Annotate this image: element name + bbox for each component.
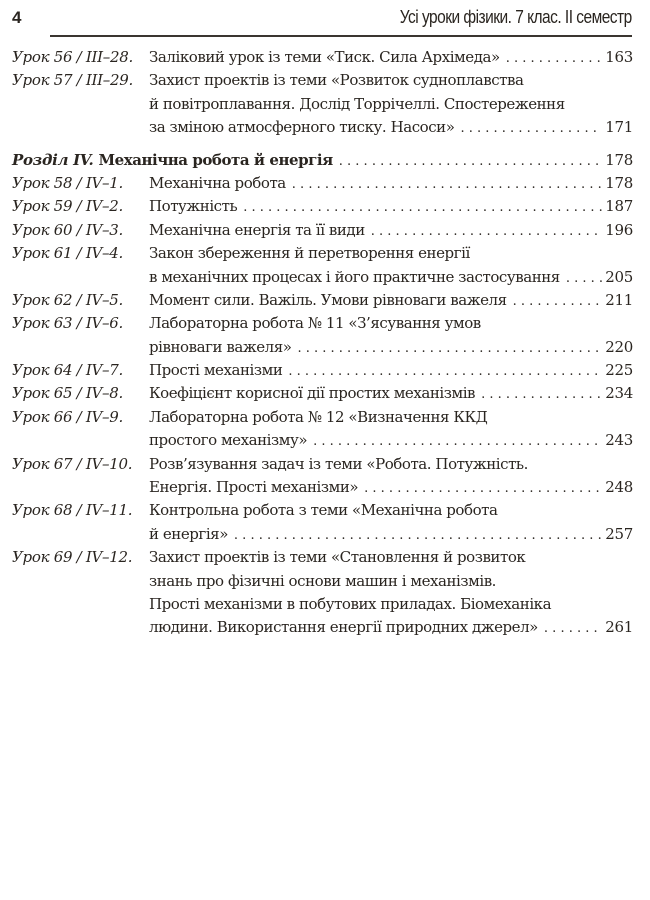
dot-leader — [506, 47, 603, 70]
toc-entry-lesson-56[interactable] — [12, 46, 633, 69]
lesson-label: Урок 69 / IV–12. — [12, 548, 133, 567]
lesson-title: Коефіцієнт корисної дії простих механізмів — [149, 384, 476, 403]
toc-entry-lesson-58[interactable] — [12, 172, 633, 195]
page-ref: 178 — [605, 150, 633, 169]
page-ref: 163 — [605, 48, 633, 66]
page-ref: 248 — [605, 478, 633, 497]
table-of-contents — [12, 46, 633, 640]
lesson-title-cont: й повітроплавання. Дослід Торрічеллі. Спостереження — [149, 94, 565, 113]
header-rule — [50, 35, 632, 37]
toc-entry-lesson-68[interactable] — [12, 499, 633, 546]
lesson-title-cont: Енергія. Прості механізми» — [149, 478, 359, 497]
lesson-label: Урок 66 / IV–9. — [12, 407, 123, 426]
dot-leader — [297, 337, 602, 360]
dot-leader — [371, 220, 603, 243]
section-title: Механічна робота й енергія — [98, 150, 333, 169]
dot-leader — [460, 117, 602, 140]
lesson-title-cont: за зміною атмосферного тиску. Насоси» — [149, 118, 455, 137]
page-ref: 171 — [605, 118, 633, 137]
lesson-title: Розв’язування задач із теми «Робота. Потужність. — [149, 454, 528, 473]
lesson-title-cont: рівноваги важеля» — [149, 337, 292, 356]
toc-section-4[interactable] — [12, 149, 633, 172]
dot-leader — [243, 196, 602, 219]
page-number: 4 — [12, 8, 22, 27]
lesson-label: Урок 63 / IV–6. — [12, 314, 123, 333]
toc-entry-lesson-69[interactable] — [12, 546, 633, 640]
lesson-title: Закон збереження й перетворення енергії — [149, 244, 470, 263]
dot-leader — [292, 173, 602, 196]
dot-leader — [481, 383, 602, 406]
lesson-label: Урок 62 / IV–5. — [12, 290, 123, 309]
page-ref: 187 — [605, 197, 633, 216]
lesson-title: Лабораторна робота № 12 «Визначення ККД — [149, 407, 488, 426]
dot-leader — [339, 150, 603, 173]
lesson-title: Механічна робота — [149, 173, 286, 192]
toc-entry-lesson-62[interactable] — [12, 289, 633, 312]
page-ref: 196 — [605, 220, 633, 239]
lesson-title-cont: людини. Використання енергії природних джерел» — [149, 618, 538, 637]
dot-leader — [513, 290, 603, 313]
running-head-title: Усі уроки фізики. 7 клас. ІІ семестр — [400, 7, 632, 27]
lesson-title: Момент сили. Важіль. Умови рівноваги важеля — [149, 290, 507, 309]
page-ref: 257 — [605, 524, 633, 543]
toc-entry-lesson-64[interactable] — [12, 359, 633, 382]
lesson-label: Урок 64 / IV–7. — [12, 361, 123, 380]
lesson-label: Урок 57 / ІІІ–29. — [12, 71, 133, 90]
lesson-title-cont: в механічних процесах і його практичне застосування — [149, 267, 560, 286]
page-ref: 243 — [605, 431, 633, 450]
page-ref: 225 — [605, 361, 633, 380]
toc-entry-lesson-63[interactable] — [12, 312, 633, 359]
page-ref: 211 — [605, 290, 633, 309]
page-ref: 261 — [605, 618, 633, 637]
lesson-title: Захист проектів із теми «Розвиток судноплавства — [149, 71, 524, 90]
lesson-title: Захист проектів із теми «Становлення й розвиток — [149, 548, 526, 567]
lesson-label: Урок 56 / ІІІ–28. — [12, 48, 133, 66]
lesson-title-cont: простого механізму» — [149, 431, 308, 450]
lesson-title: Потужність — [149, 197, 238, 216]
toc-entry-lesson-59[interactable] — [12, 195, 633, 218]
dot-leader — [364, 477, 602, 500]
page-ref: 178 — [605, 173, 633, 192]
toc-entry-lesson-57[interactable] — [12, 69, 633, 139]
lesson-label: Урок 67 / IV–10. — [12, 454, 133, 473]
lesson-label: Урок 65 / IV–8. — [12, 384, 123, 403]
lesson-title-cont: й енергія» — [149, 524, 228, 543]
lesson-label: Урок 58 / IV–1. — [12, 173, 123, 192]
dot-leader — [566, 267, 602, 290]
toc-entry-lesson-67[interactable] — [12, 453, 633, 500]
toc-entry-lesson-66[interactable] — [12, 406, 633, 453]
lesson-label: Урок 59 / IV–2. — [12, 197, 123, 216]
lesson-title: Лабораторна робота № 11 «З’ясування умов — [149, 314, 481, 333]
lesson-label: Урок 60 / IV–3. — [12, 220, 123, 239]
lesson-title-cont: знань про фізичні основи машин і механізмів. — [149, 571, 497, 590]
page-ref: 220 — [605, 337, 633, 356]
dot-leader — [288, 360, 602, 383]
toc-entry-lesson-60[interactable] — [12, 219, 633, 242]
lesson-title-cont: Прості механізми в побутових приладах. Біомеханіка — [149, 594, 552, 613]
lesson-title: Контрольна робота з теми «Механічна робота — [149, 501, 498, 520]
dot-leader — [313, 430, 602, 453]
toc-entry-lesson-61[interactable] — [12, 242, 633, 289]
lesson-label: Урок 61 / IV–4. — [12, 244, 123, 263]
section-label: Розділ IV. — [12, 150, 94, 169]
lesson-title: Механічна енергія та її види — [149, 220, 365, 239]
lesson-label: Урок 68 / IV–11. — [12, 501, 133, 520]
toc-entry-lesson-65[interactable] — [12, 382, 633, 405]
lesson-title: Прості механізми — [149, 361, 283, 380]
lesson-title: Заліковий урок із теми «Тиск. Сила Архімеда» — [149, 48, 500, 66]
dot-leader — [234, 524, 602, 547]
page-ref: 234 — [605, 384, 633, 403]
page-ref: 205 — [605, 267, 633, 286]
dot-leader — [544, 617, 602, 640]
